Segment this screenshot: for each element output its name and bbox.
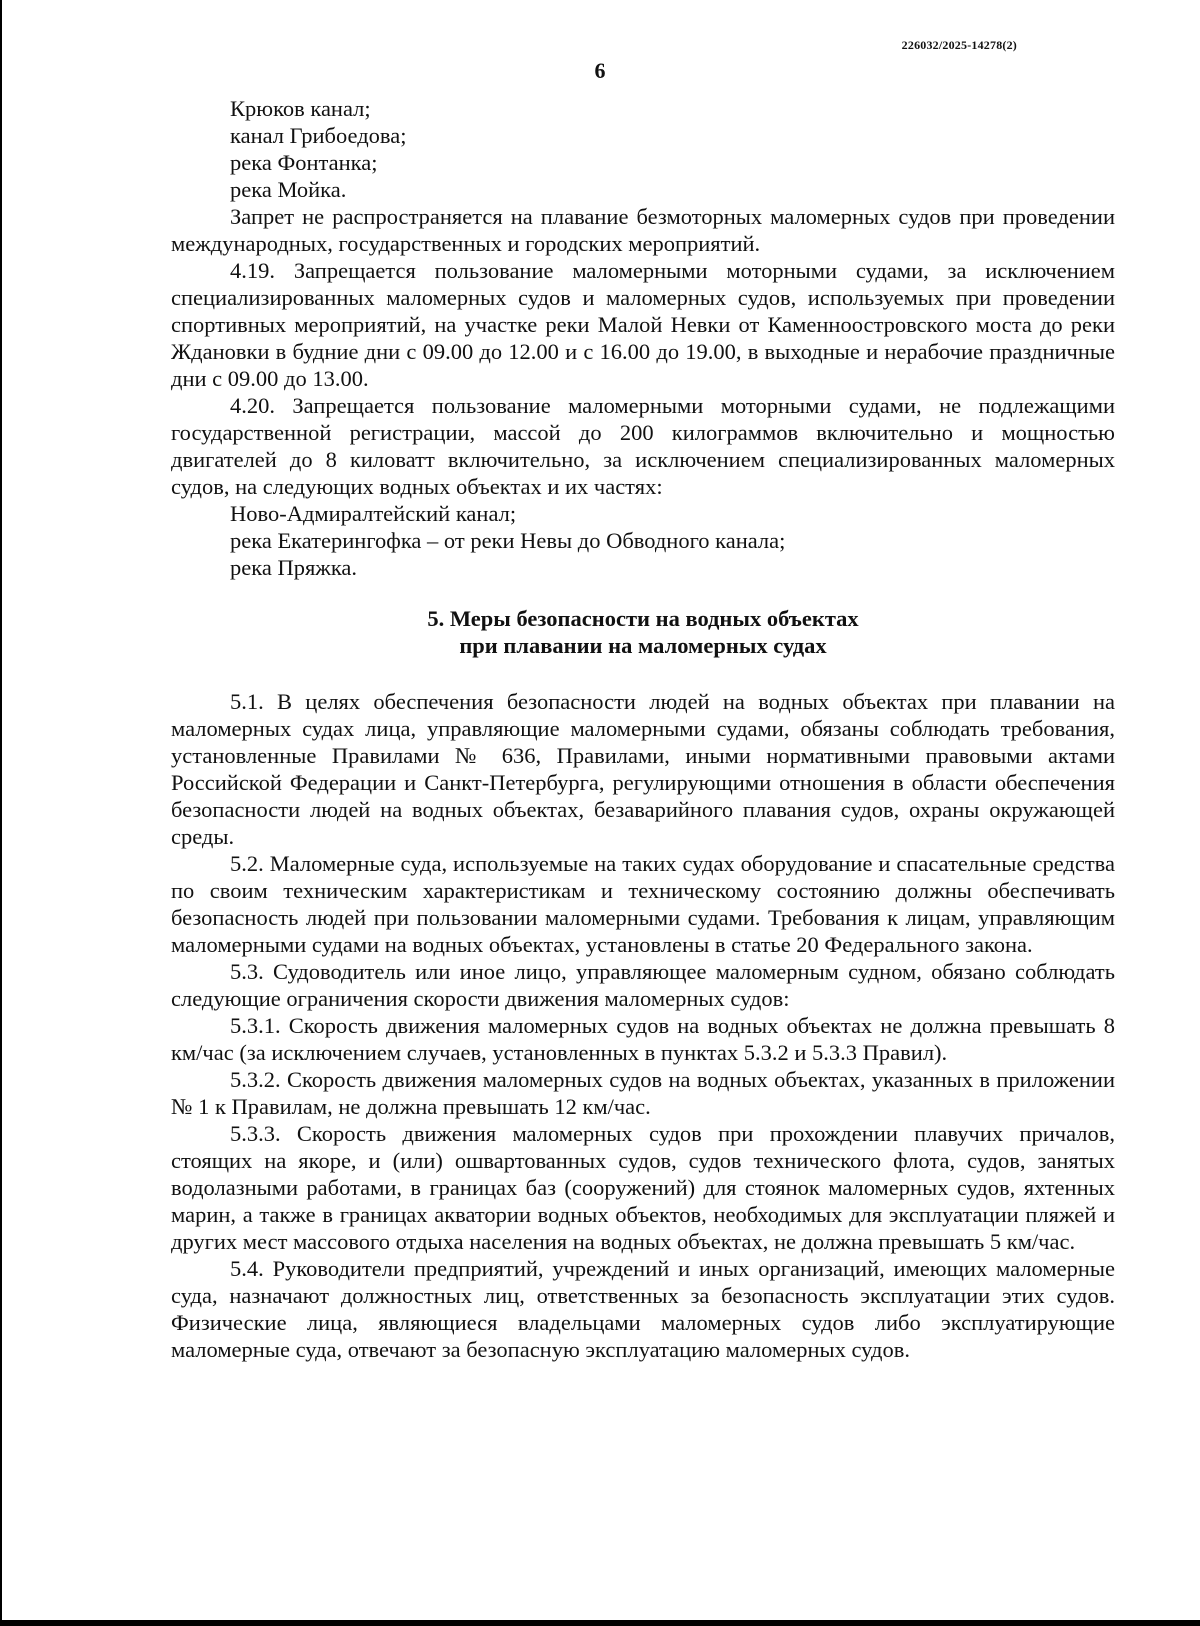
section-heading-line-1: 5. Меры безопасности на водных объектах (427, 606, 859, 631)
paragraph-exemption: Запрет не распространяется на плавание безмоторных маломерных судов при проведении международных, государственных и городских мероприятий. (171, 204, 1115, 256)
section-heading (171, 605, 1115, 659)
paragraph-5-2: 5.2. Маломерные суда, используемые на таких судах оборудование и спасательные средства по своим техническим характеристикам и техническому состоянию должны обеспечивать безопасность людей при пользовании маломерными судами. Требования к лицам, управляющим маломерными судами на водных объектах, установлены в статье 20 Федерального закона. (171, 851, 1115, 957)
list-item: Ново-Адмиралтейский канал; (230, 501, 517, 526)
list-item: канал Грибоедова; (230, 123, 407, 148)
list-item: река Екатерингофка – от реки Невы до Обводного канала; (230, 528, 786, 553)
paragraph-5-3-1: 5.3.1. Скорость движения маломерных судов на водных объектах не должна превышать 8 км/час (за исключением случаев, установленных в пунктах 5.3.2 и 5.3.3 Правил). (171, 1013, 1115, 1065)
list-item: река Пряжка. (230, 555, 358, 580)
paragraph-5-3: 5.3. Судоводитель или иное лицо, управляющее маломерным судном, обязано соблюдать следующие ограничения скорости движения маломерных судов: (171, 959, 1115, 1011)
page-number: 6 (594, 58, 606, 83)
paragraph-4-19: 4.19. Запрещается пользование маломерными моторными судами, за исключением специализированных маломерных судов и маломерных судов, используемых при проведении спортивных мероприятий, на участке реки Малой Невки от Каменноостровского моста до реки Ждановки в будние дни с 09.00 до 12.00 и с 16.00 до 19.00, в выходные и нерабочие праздничные дни с 09.00 до 13.00. (171, 258, 1115, 391)
section-heading-line-2: при плавании на маломерных судах (459, 633, 827, 658)
document-body (171, 95, 1115, 1363)
list-item: Крюков канал; (230, 96, 371, 121)
scan-edge-left (0, 0, 2, 1626)
paragraph-5-3-2: 5.3.2. Скорость движения маломерных судов на водных объектах, указанных в приложении № 1 к Правилам, не должна превышать 12 км/час. (171, 1067, 1115, 1119)
paragraph-5-1: 5.1. В целях обеспечения безопасности людей на водных объектах при плавании на маломерных судах лица, управляющие маломерными судами, обязаны соблюдать требования, установленные Правилами № 636, Правилами, иными нормативными правовыми актами Российской Федерации и Санкт-Петербурга, регулирующими отношения в области обеспечения безопасности людей на водных объектах, безаварийного плавания судов, охраны окружающей среды. (171, 689, 1115, 849)
list-item: река Фонтанка; (230, 150, 378, 175)
document-id: 226032/2025-14278(2) (901, 38, 1017, 52)
paragraph-5-4: 5.4. Руководители предприятий, учреждений и иных организаций, имеющих маломерные суда, назначают должностных лиц, ответственных за безопасность эксплуатации этих судов. Физические лица, являющиеся владельцами маломерных судов либо эксплуатирующие маломерные суда, отвечают за безопасную эксплуатацию маломерных судов. (171, 1256, 1115, 1362)
list-item: река Мойка. (230, 177, 347, 202)
scan-edge-bottom (0, 1620, 1200, 1626)
paragraph-4-20: 4.20. Запрещается пользование маломерными моторными судами, не подлежащими государственной регистрации, массой до 200 килограммов включительно и мощностью двигателей до 8 киловатт включительно, за исключением специализированных маломерных судов, на следующих водных объектах и их частях: (171, 393, 1115, 499)
paragraph-5-3-3: 5.3.3. Скорость движения маломерных судов при прохождении плавучих причалов, стоящих на якоре, и (или) ошвартованных судов, судов технического флота, судов, занятых водолазными работами, в границах баз (сооружений) для стоянок маломерных судов, яхтенных марин, а также в границах акватории водных объектов, необходимых для эксплуатации пляжей и других мест массового отдыха населения на водных объектах, не должна превышать 5 км/час. (171, 1121, 1115, 1254)
